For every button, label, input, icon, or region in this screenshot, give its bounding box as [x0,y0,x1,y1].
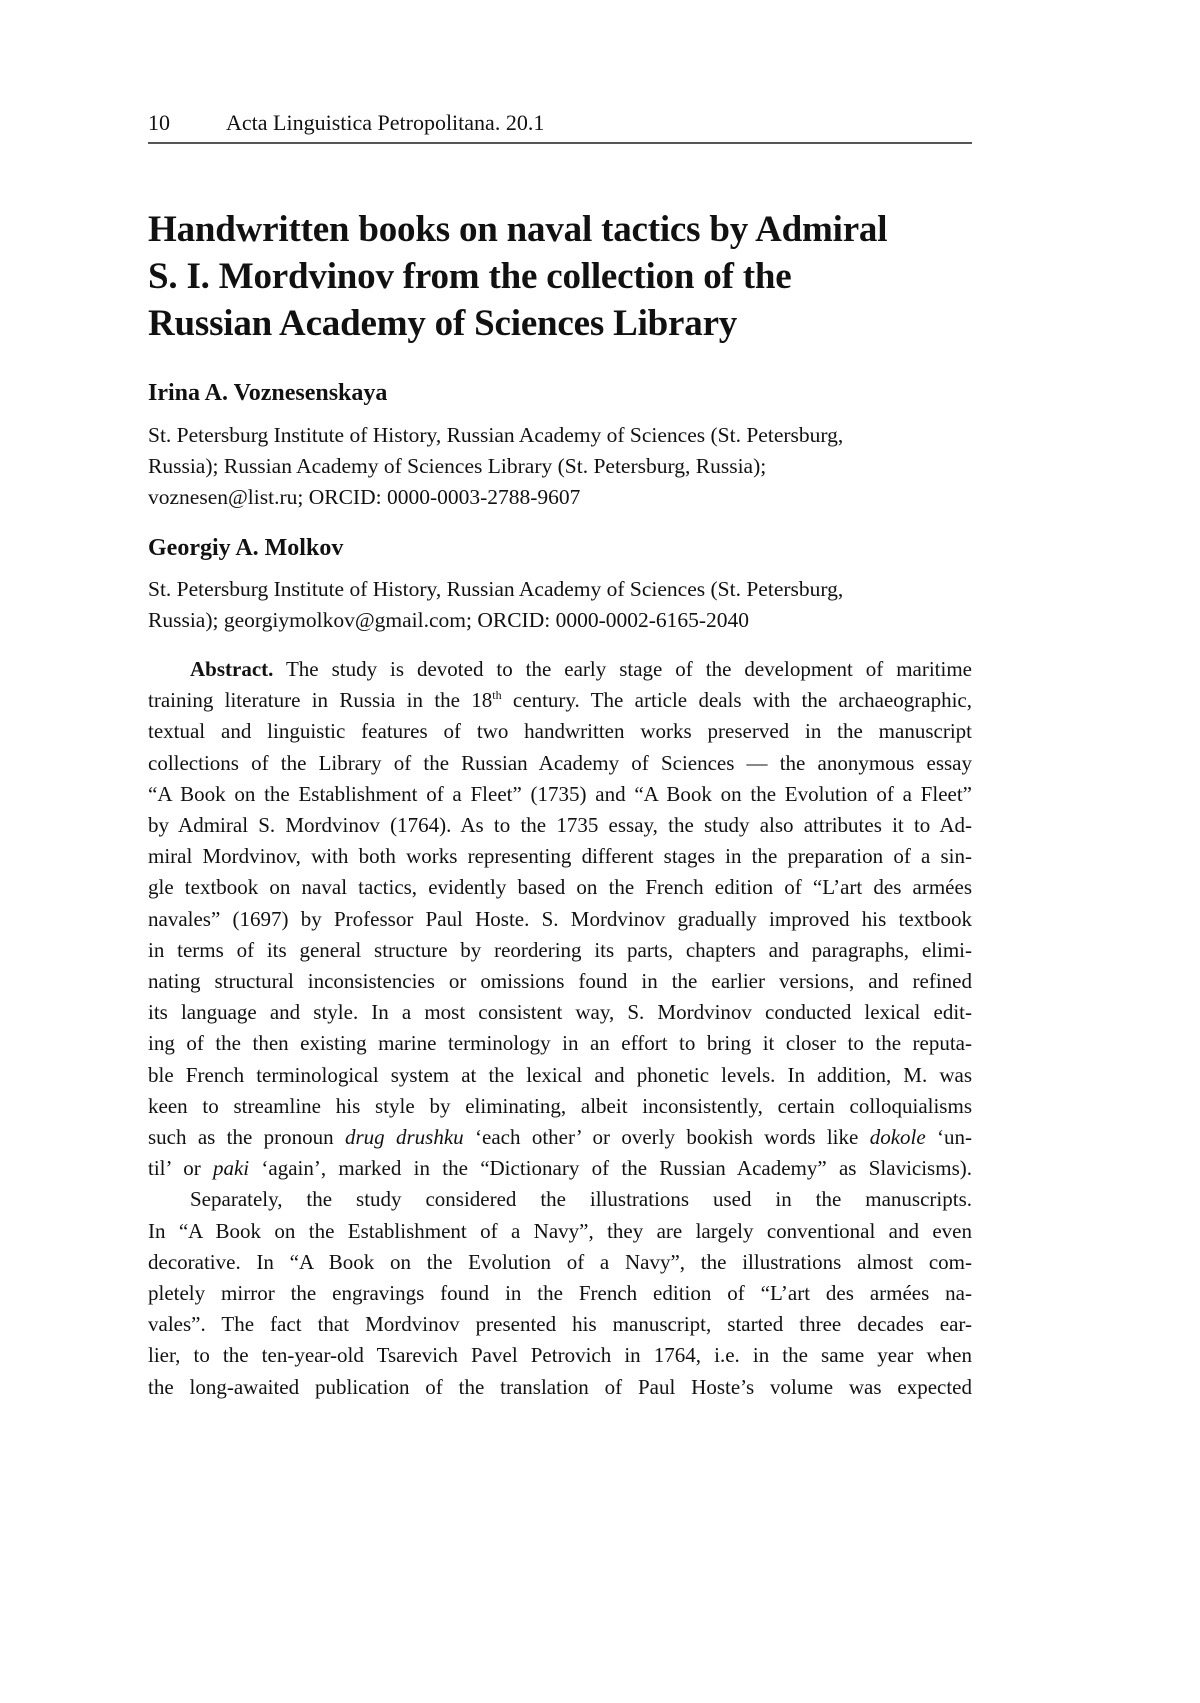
abstract-line [148,1309,972,1340]
abstract-line [148,1184,972,1215]
text-run: miral Mordvinov, with both works representing different stages in the preparation of a sin- [148,844,972,868]
abstract-line [148,904,972,935]
page-number: 10 [148,110,170,136]
author-name: Irina A. Voznesenskaya [148,380,972,407]
journal-title: Acta Linguistica Petropolitana. 20.1 [226,110,544,136]
abstract-line [148,1122,972,1153]
text-run: gle textbook on naval tactics, evidently based on the French edition of “L’art des armées [148,875,972,899]
text-run: The study is devoted to the early stage of the development of maritime [273,657,972,681]
text-run: Separately, the study considered the illustrations used in the manuscripts. [190,1187,972,1211]
author-affiliation [148,574,972,636]
text-run: its language and style. In a most consistent way, S. Mordvinov conducted lexical edit- [148,1000,972,1024]
abstract-line [148,1372,972,1403]
abstract-line [148,810,972,841]
abstract-line [148,685,972,716]
text-run: textual and linguistic features of two handwritten works preserved in the manuscript [148,719,972,743]
text-run: century. The article deals with the archaeographic, [502,688,972,712]
italic-term: dokole [870,1125,926,1149]
text-run: ‘again’, marked in the “Dictionary of the Russian Academy” as Slavicisms). [249,1156,972,1180]
text-run: ‘each other’ or overly bookish words like [464,1125,870,1149]
abstract-line [148,748,972,779]
text-run: ble French terminological system at the lexical and phonetic levels. In addition, M. was [148,1063,972,1087]
text-run: keen to streamline his style by eliminating, albeit inconsistently, certain colloquialisms [148,1094,972,1118]
affiliation-line: voznesen@list.ru; ORCID: 0000-0003-2788-9607 [148,482,972,513]
abstract-line [148,1247,972,1278]
text-run: in terms of its general structure by reordering its parts, chapters and paragraphs, elimi- [148,938,972,962]
text-run: lier, to the ten-year-old Tsarevich Pavel Petrovich in 1764, i.e. in the same year when [148,1343,972,1367]
title-line: Russian Academy of Sciences Library [148,300,972,347]
author-affiliation [148,420,972,513]
running-header [148,110,972,144]
text-run: navales” (1697) by Professor Paul Hoste. S. Mordvinov gradually improved his textbook [148,907,972,931]
abstract [148,654,972,1403]
abstract-label: Abstract. [190,657,273,681]
text-run: collections of the Library of the Russian Academy of Sciences — the anonymous essay [148,751,972,775]
abstract-line [148,1028,972,1059]
abstract-line [148,935,972,966]
abstract-line [148,841,972,872]
title-line: Handwritten books on naval tactics by Admiral [148,206,972,253]
abstract-line [148,1060,972,1091]
abstract-line [148,654,972,685]
italic-term: paki [213,1156,249,1180]
affiliation-line: St. Petersburg Institute of History, Russian Academy of Sciences (St. Petersburg, [148,574,972,605]
superscript: th [492,688,501,702]
affiliation-line: Russia); Russian Academy of Sciences Library (St. Petersburg, Russia); [148,451,972,482]
abstract-line [148,1216,972,1247]
abstract-line [148,1091,972,1122]
title-line: S. I. Mordvinov from the collection of the [148,253,972,300]
text-run: pletely mirror the engravings found in the French edition of “L’art des armées na- [148,1281,972,1305]
text-run: ing of the then existing marine terminology in an effort to bring it closer to the reputa- [148,1031,972,1055]
text-run: vales”. The fact that Mordvinov presented his manuscript, started three decades ear- [148,1312,972,1336]
abstract-line [148,1153,972,1184]
affiliation-line: St. Petersburg Institute of History, Russian Academy of Sciences (St. Petersburg, [148,420,972,451]
abstract-line [148,1340,972,1371]
abstract-line [148,779,972,810]
abstract-line [148,966,972,997]
italic-term: drug drushku [345,1125,464,1149]
text-run: til’ or [148,1156,213,1180]
text-run: such as the pronoun [148,1125,345,1149]
text-run: “A Book on the Establishment of a Fleet” (1735) and “A Book on the Evolution of a Fleet” [148,782,972,806]
abstract-line [148,716,972,747]
author-name: Georgiy A. Molkov [148,535,972,562]
text-run: nating structural inconsistencies or omissions found in the earlier versions, and refined [148,969,972,993]
text-run: the long-awaited publication of the translation of Paul Hoste’s volume was expected [148,1375,972,1399]
affiliation-line: Russia); georgiymolkov@gmail.com; ORCID: 0000-0002-6165-2040 [148,605,972,636]
text-run: ‘un- [926,1125,972,1149]
text-run: decorative. In “A Book on the Evolution of a Navy”, the illustrations almost com- [148,1250,972,1274]
abstract-line [148,1278,972,1309]
text-run: In “A Book on the Establishment of a Navy”, they are largely conventional and even [148,1219,972,1243]
text-run: by Admiral S. Mordvinov (1764). As to the 1735 essay, the study also attributes it to Ad- [148,813,972,837]
text-run: training literature in Russia in the 18 [148,688,492,712]
abstract-line [148,997,972,1028]
article-title [148,206,972,347]
abstract-line [148,872,972,903]
